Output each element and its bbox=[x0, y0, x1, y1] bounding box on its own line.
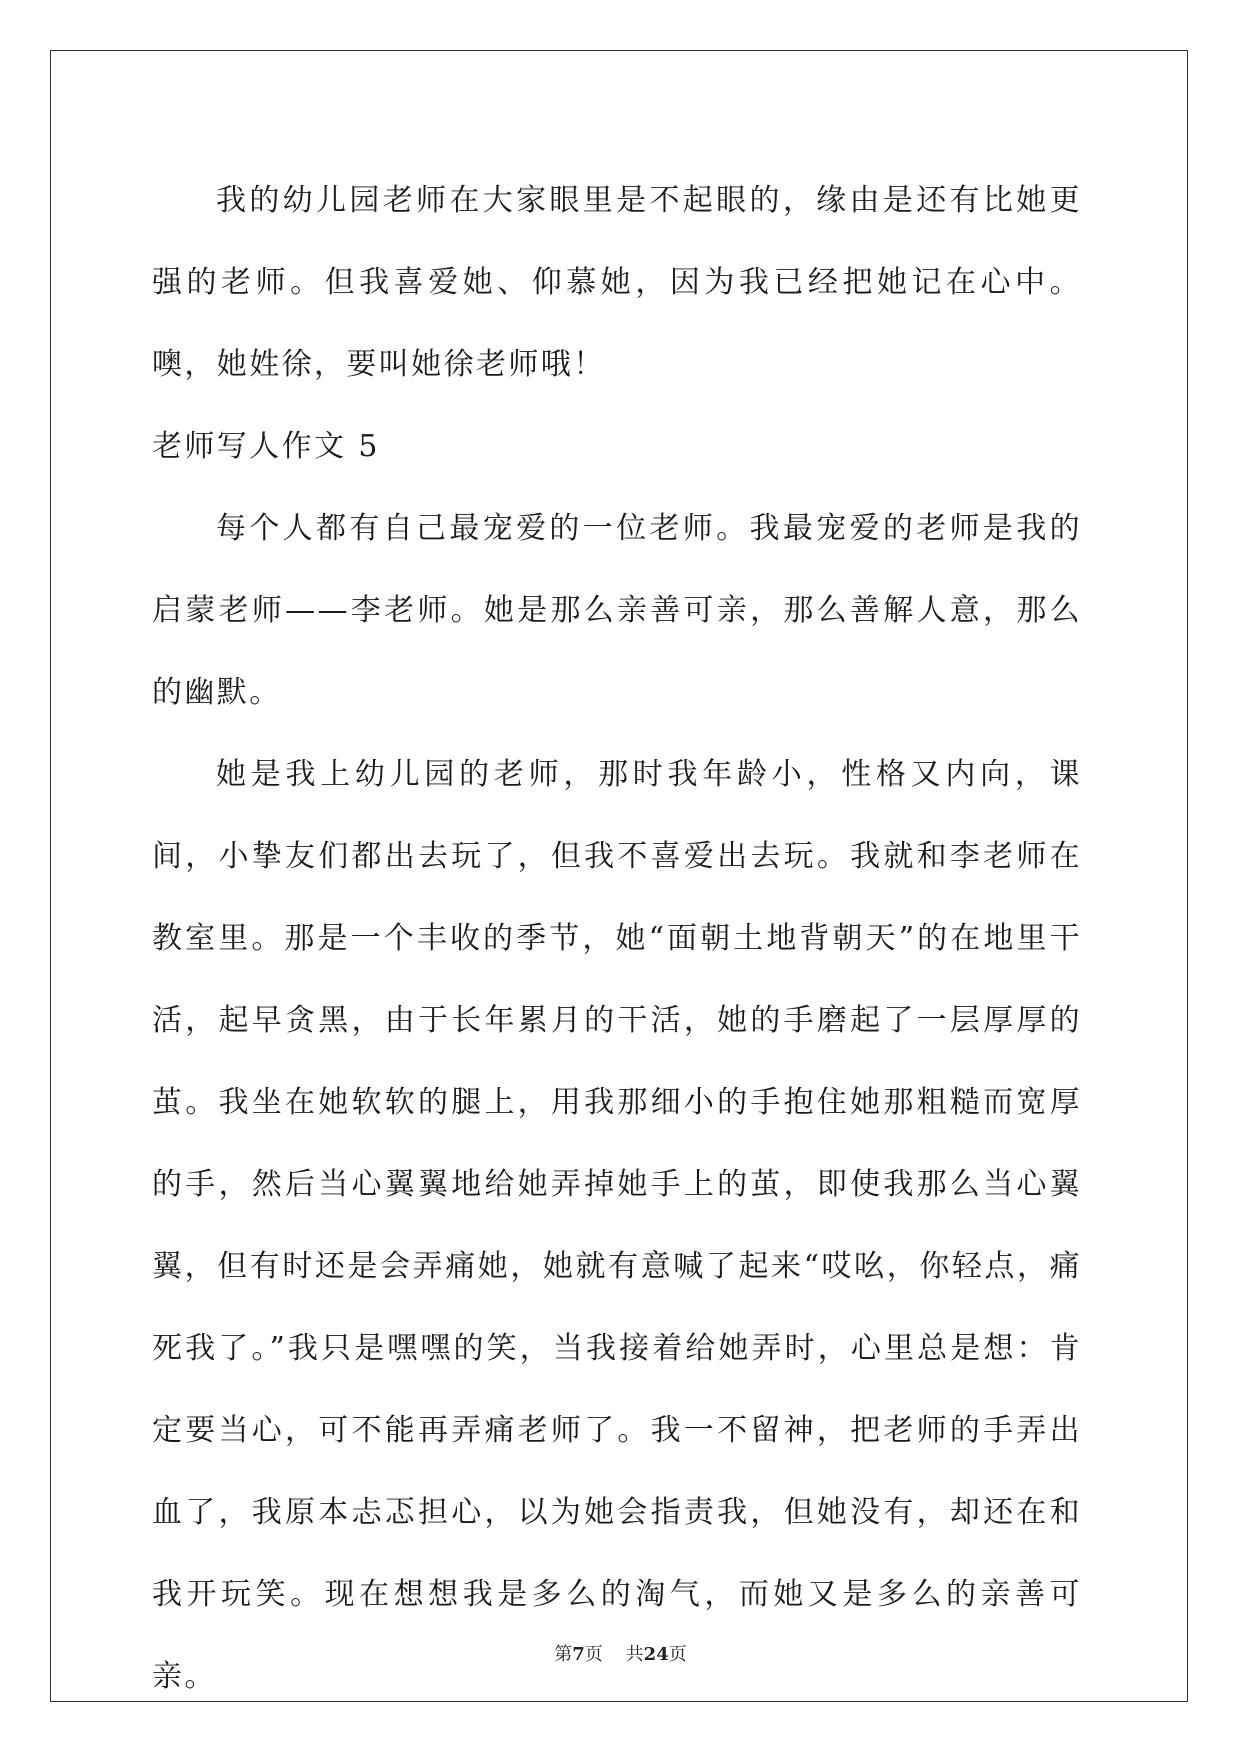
current-page-number: 7 bbox=[572, 1644, 585, 1665]
total-page-number: 24 bbox=[643, 1644, 669, 1665]
paragraph-3: 她是我上幼儿园的老师，那时我年龄小，性格又内向，课间，小挚友们都出去玩了，但我不喜爱出去玩。我就和李老师在教室里。那是一个丰收的季节，她“面朝土地背朝天”的在地里干活，起早贪黑，由于长年累月的干活，她的手磨起了一层厚厚的茧。我坐在她软软的腿上，用我那细小的手抱住她那粗糙而宽厚的手，然后当心翼翼地给她弄掉她手上的茧，即使我那么当心翼翼，但有时还是会弄痛她，她就有意喊了起来“哎吆，你轻点，痛死我了。”我只是嘿嘿的笑，当我接着给她弄时，心里总是想：肯定要当心，可不能再弄痛老师了。我一不留神，把老师的手弄出血了，我原本忐忑担心，以为她会指责我，但她没有，却还在和我开玩笑。现在想想我是多么的淘气，而她又是多么的亲善可亲。 bbox=[152, 757, 1082, 1694]
footer-middle: 页 共 bbox=[584, 1644, 644, 1665]
document-body bbox=[152, 160, 1082, 1718]
page-footer bbox=[0, 1640, 1241, 1666]
footer-suffix: 页 bbox=[668, 1644, 687, 1665]
paragraph-1: 我的幼儿园老师在大家眼里是不起眼的，缘由是还有比她更强的老师。但我喜爱她、仰慕她，因为我已经把她记在心中。噢，她姓徐，要叫她徐老师哦！ bbox=[152, 183, 1082, 382]
footer-prefix: 第 bbox=[554, 1644, 573, 1665]
paragraph-2: 每个人都有自己最宠爱的一位老师。我最宠爱的老师是我的启蒙老师——李老师。她是那么亲善可亲，那么善解人意，那么的幽默。 bbox=[152, 511, 1082, 710]
section-heading: 老师写人作文 5 bbox=[152, 429, 380, 464]
